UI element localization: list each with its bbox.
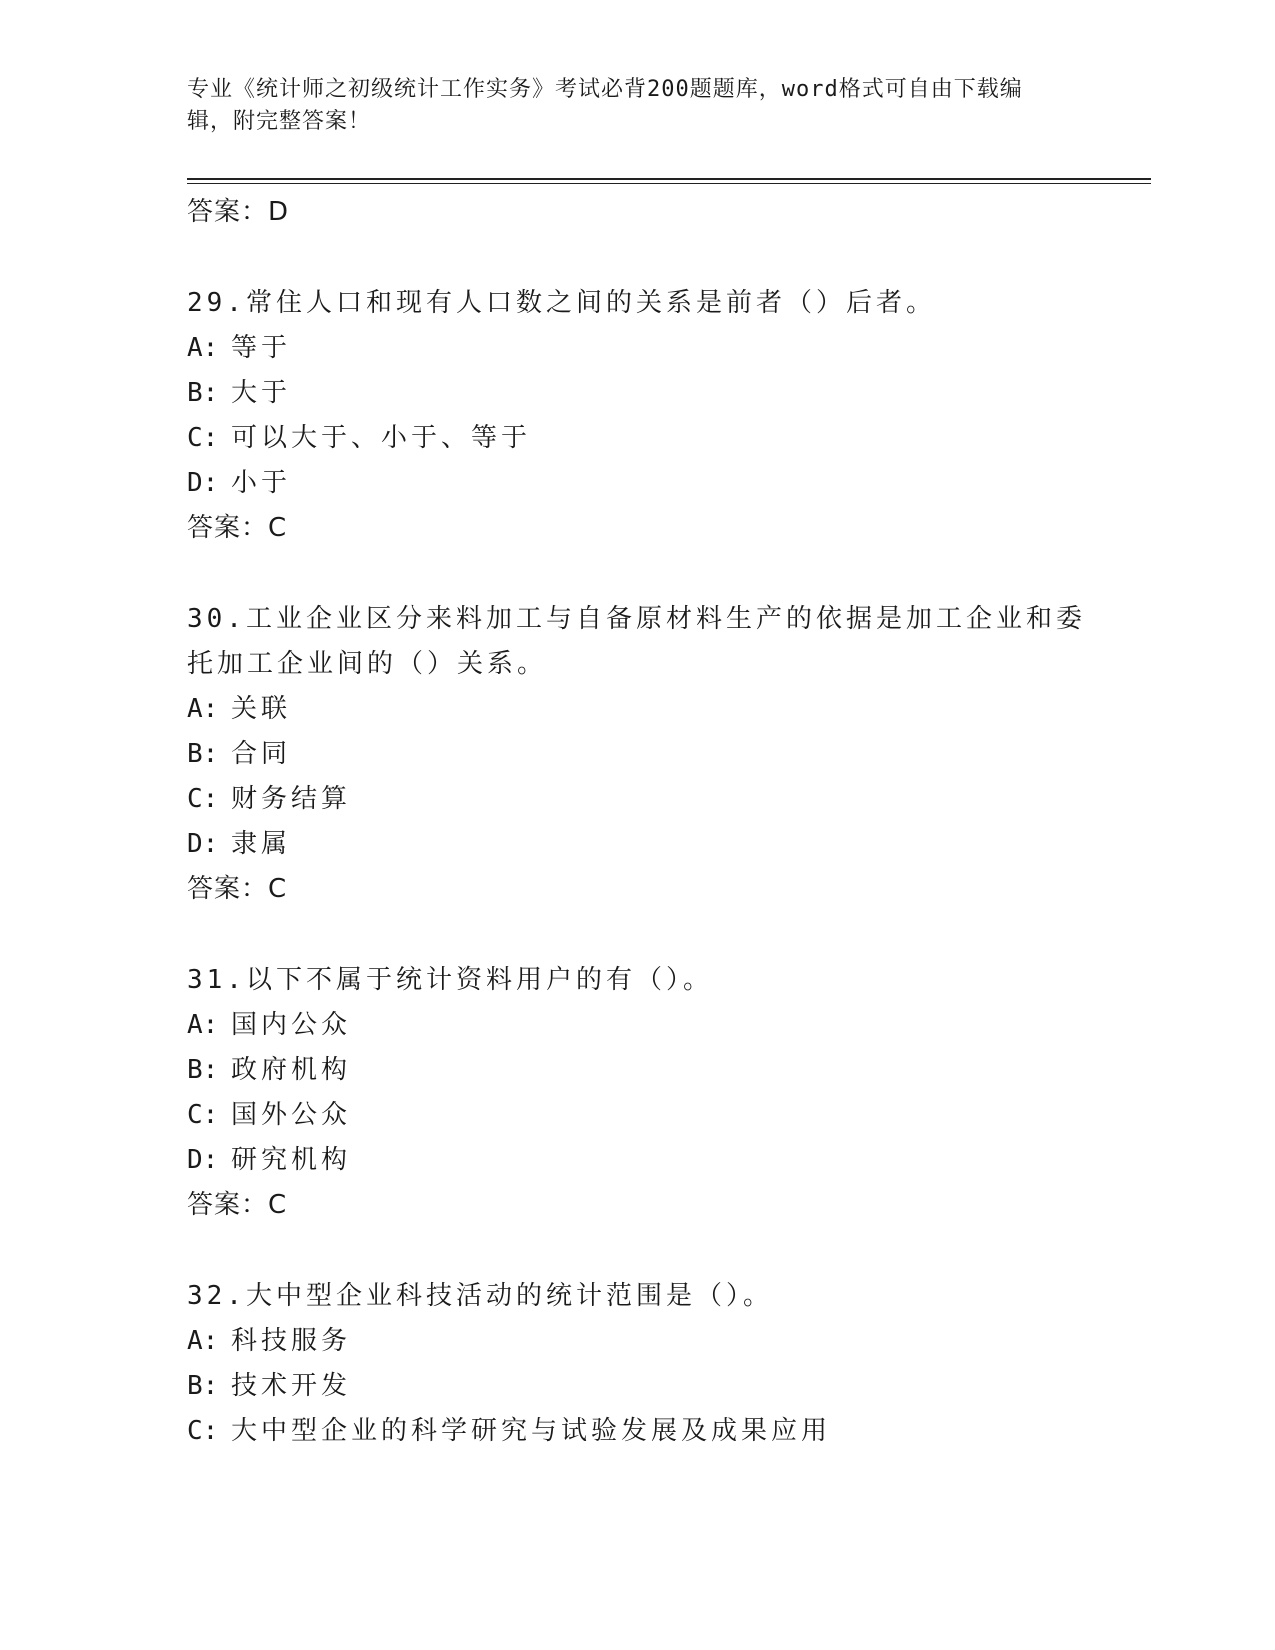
option-key: B: — [187, 1371, 219, 1401]
option-key: A: — [187, 1010, 219, 1040]
option-text: 研究机构 — [231, 1145, 352, 1175]
option-text: 可以大于、小于、等于 — [231, 423, 532, 453]
answer-line: 答案：C — [187, 513, 288, 543]
option-key: B: — [187, 1055, 219, 1085]
option-a — [187, 326, 1087, 371]
option-text: 科技服务 — [231, 1326, 352, 1356]
option-key: D: — [187, 468, 219, 498]
question-block — [187, 958, 1087, 1228]
question-stem: 30.工业企业区分来料加工与自备原材料生产的依据是加工企业和委托加工企业间的（）关系。 — [187, 604, 1086, 679]
option-key: C: — [187, 784, 219, 814]
option-text: 政府机构 — [231, 1055, 352, 1085]
question-list — [187, 190, 1087, 1454]
option-d — [187, 1138, 1087, 1183]
answer-line: 答案：C — [187, 1190, 288, 1220]
option-a — [187, 1003, 1087, 1048]
option-a — [187, 1319, 1087, 1364]
answer-line: 答案：C — [187, 874, 288, 904]
header-divider-thin — [187, 183, 1151, 184]
document-header: 专业《统计师之初级统计工作实务》考试必背200题题库，word格式可自由下载编辑，附完整答案！ — [187, 77, 1023, 134]
option-b — [187, 732, 1087, 777]
question-stem: 32.大中型企业科技活动的统计范围是（）。 — [187, 1281, 773, 1311]
option-text: 技术开发 — [231, 1371, 352, 1401]
question-block — [187, 281, 1087, 551]
option-text: 国内公众 — [231, 1010, 352, 1040]
option-key: A: — [187, 333, 219, 363]
option-text: 小于 — [231, 468, 292, 498]
option-a — [187, 687, 1087, 732]
option-key: C: — [187, 423, 219, 453]
option-c — [187, 1093, 1087, 1138]
question-stem: 31.以下不属于统计资料用户的有（）。 — [187, 965, 713, 995]
option-b — [187, 371, 1087, 416]
option-c — [187, 1409, 1087, 1454]
option-d — [187, 822, 1087, 867]
option-text: 隶属 — [231, 829, 292, 859]
option-key: A: — [187, 694, 219, 724]
option-key: D: — [187, 829, 219, 859]
option-text: 国外公众 — [231, 1100, 352, 1130]
question-block — [187, 1274, 1087, 1454]
option-key: C: — [187, 1100, 219, 1130]
header-divider-thick — [187, 178, 1151, 180]
option-key: C: — [187, 1416, 219, 1446]
option-key: B: — [187, 378, 219, 408]
option-key: B: — [187, 739, 219, 769]
option-b — [187, 1364, 1087, 1409]
option-text: 大于 — [231, 378, 292, 408]
option-key: D: — [187, 1145, 219, 1175]
option-text: 关联 — [231, 694, 292, 724]
answer-line: 答案：D — [187, 197, 290, 227]
option-text: 大中型企业的科学研究与试验发展及成果应用 — [231, 1416, 832, 1446]
option-c — [187, 777, 1087, 822]
option-c — [187, 416, 1087, 461]
option-b — [187, 1048, 1087, 1093]
option-key: A: — [187, 1326, 219, 1356]
question-block — [187, 597, 1087, 912]
option-text: 合同 — [231, 739, 292, 769]
option-text: 财务结算 — [231, 784, 352, 814]
option-d — [187, 461, 1087, 506]
option-text: 等于 — [231, 333, 292, 363]
question-stem: 29.常住人口和现有人口数之间的关系是前者（）后者。 — [187, 288, 936, 318]
